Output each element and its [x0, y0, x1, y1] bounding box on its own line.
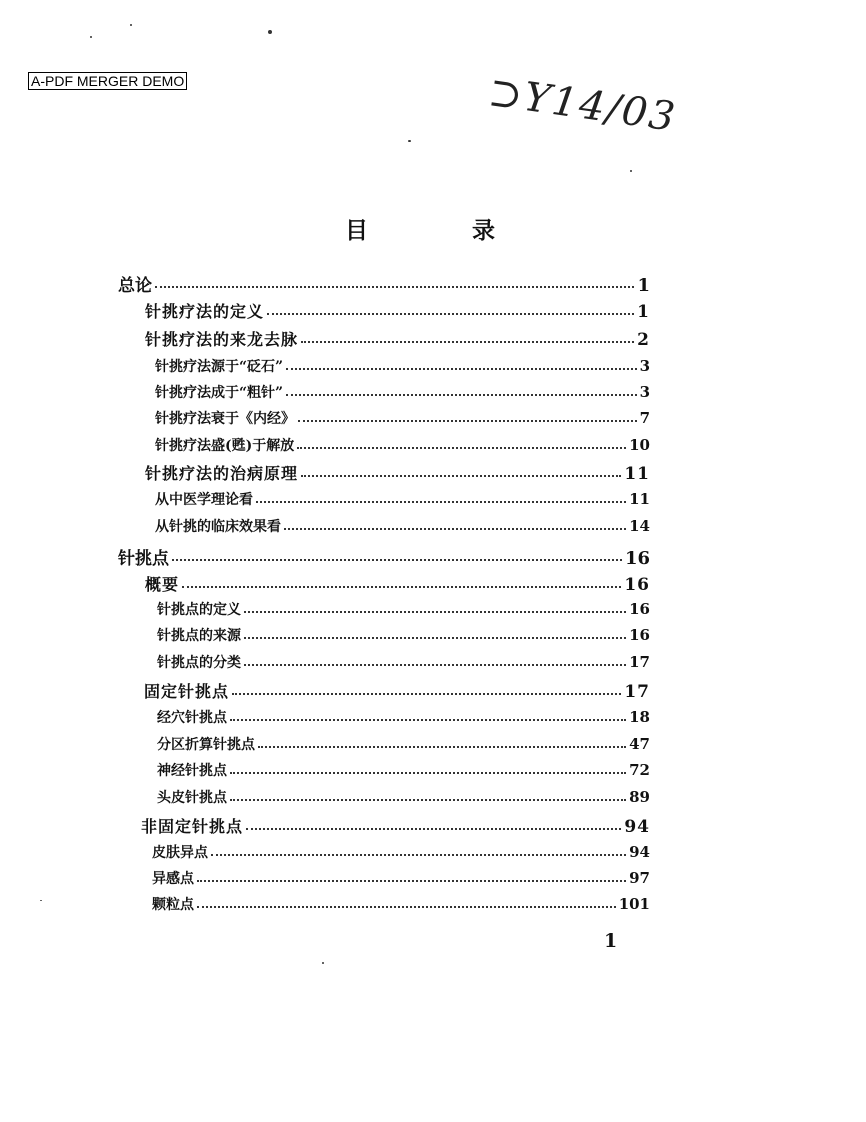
leader-dots — [286, 368, 636, 370]
toc-entry-page: 11 — [624, 464, 650, 484]
page-number: 1 — [604, 930, 618, 952]
leader-dots — [155, 286, 634, 288]
toc-entry-page: 10 — [629, 436, 650, 454]
toc-entry-page: 16 — [624, 548, 650, 569]
toc-entry-label: 总论 — [118, 276, 152, 296]
toc-entry-label: 经穴针挑点 — [157, 710, 227, 726]
toc-entry — [145, 461, 650, 484]
leader-dots — [182, 586, 621, 588]
leader-dots — [246, 828, 621, 830]
toc-entry — [157, 652, 650, 672]
toc-entry-label: 皮肤异点 — [152, 845, 208, 861]
leader-dots — [297, 447, 626, 449]
toc-entry-page: 11 — [629, 490, 650, 508]
toc-entry — [157, 787, 650, 807]
toc-entry-label: 从中医学理论看 — [155, 492, 253, 508]
toc-entry-label: 针挑疗法的定义 — [145, 302, 265, 321]
leader-dots — [230, 772, 626, 774]
toc-entry — [155, 489, 650, 509]
leader-dots — [230, 799, 626, 801]
toc-entry-label: 从针挑的临床效果看 — [155, 519, 281, 535]
toc-entry-page: 3 — [639, 357, 650, 375]
toc-entry — [155, 356, 650, 376]
toc-entry-page: 1 — [637, 302, 650, 322]
toc-entry — [152, 894, 650, 914]
toc-entry — [155, 408, 650, 428]
toc-entry-page: 94 — [629, 843, 650, 861]
leader-dots — [256, 501, 626, 503]
toc-entry-page: 7 — [639, 409, 650, 427]
leader-dots — [232, 693, 621, 695]
toc-entry-page: 16 — [624, 575, 650, 595]
toc-entry — [145, 327, 650, 350]
toc-entry-page: 94 — [624, 817, 650, 837]
toc-entry-label: 头皮针挑点 — [157, 790, 227, 806]
toc-entry — [157, 734, 650, 754]
toc-entry — [157, 625, 650, 645]
leader-dots — [286, 394, 636, 396]
watermark-stamp: A-PDF MERGER DEMO — [28, 72, 187, 90]
handwritten-mark: ⊃Y14/03 — [485, 69, 680, 141]
toc-entry-label: 针挑点的分类 — [157, 655, 241, 671]
toc-entry-page: 14 — [629, 517, 650, 535]
leader-dots — [258, 746, 626, 748]
leader-dots — [284, 528, 626, 530]
toc-entry — [118, 544, 650, 569]
toc-entry-label: 概要 — [145, 575, 180, 594]
toc-entry-label: 针挑点的定义 — [157, 602, 241, 618]
toc-entry-page: 16 — [629, 626, 650, 644]
toc-entry — [152, 842, 650, 862]
toc-entry — [144, 679, 650, 702]
toc-entry-page: 101 — [618, 895, 650, 913]
toc-entry-page: 18 — [629, 708, 650, 726]
toc-entry-label: 针挑疗法成于“粗针” — [155, 385, 284, 401]
toc-entry — [118, 271, 650, 296]
toc-entry-page: 17 — [624, 682, 650, 702]
toc-entry-label: 神经针挑点 — [157, 763, 227, 779]
toc-entry-label: 非固定针挑点 — [141, 817, 244, 836]
leader-dots — [211, 854, 626, 856]
toc-entry-page: 3 — [639, 383, 650, 401]
toc-entry-label: 针挑点 — [118, 549, 169, 569]
toc-entry-page: 17 — [629, 653, 650, 671]
leader-dots — [244, 664, 626, 666]
toc-entry — [141, 814, 650, 837]
leader-dots — [298, 420, 637, 422]
toc-entry — [155, 435, 650, 455]
toc-entry-page: 16 — [629, 600, 650, 618]
toc-entry-label: 颗粒点 — [152, 897, 194, 913]
toc-entry-page: 1 — [637, 275, 650, 296]
toc-entry — [157, 599, 650, 619]
leader-dots — [267, 313, 634, 315]
leader-dots — [197, 906, 616, 908]
toc-entry-label: 针挑疗法的治病原理 — [145, 464, 299, 483]
toc-entry-page: 89 — [629, 788, 650, 806]
leader-dots — [244, 611, 626, 613]
toc-entry-label: 固定针挑点 — [144, 682, 230, 701]
toc-entry — [145, 572, 650, 595]
leader-dots — [301, 475, 621, 477]
toc-entry — [155, 516, 650, 536]
toc-entry — [155, 382, 650, 402]
toc-entry-label: 分区折算针挑点 — [157, 737, 255, 753]
toc-entry-label: 针挑疗法的来龙去脉 — [145, 330, 299, 349]
toc-entry — [145, 299, 650, 322]
toc-entry — [157, 760, 650, 780]
leader-dots — [301, 341, 634, 343]
leader-dots — [197, 880, 626, 882]
leader-dots — [230, 719, 626, 721]
toc-entry-label: 针挑疗法源于“砭石” — [155, 359, 284, 375]
toc-entry — [152, 868, 650, 888]
toc-entry-label: 针挑疗法衰于《内经》 — [155, 411, 295, 427]
toc-entry-label: 针挑疗法盛(甦)于解放 — [155, 438, 295, 454]
toc-entry-label: 异感点 — [152, 871, 194, 887]
toc-entry-page: 97 — [629, 869, 650, 887]
toc-entry-page: 72 — [629, 761, 650, 779]
leader-dots — [172, 559, 622, 561]
page-title: 目 录 — [345, 217, 544, 244]
toc-entry-page: 2 — [637, 330, 650, 350]
leader-dots — [244, 637, 626, 639]
toc-entry-label: 针挑点的来源 — [157, 628, 241, 644]
toc-entry-page: 47 — [629, 735, 650, 753]
toc-entry — [157, 707, 650, 727]
